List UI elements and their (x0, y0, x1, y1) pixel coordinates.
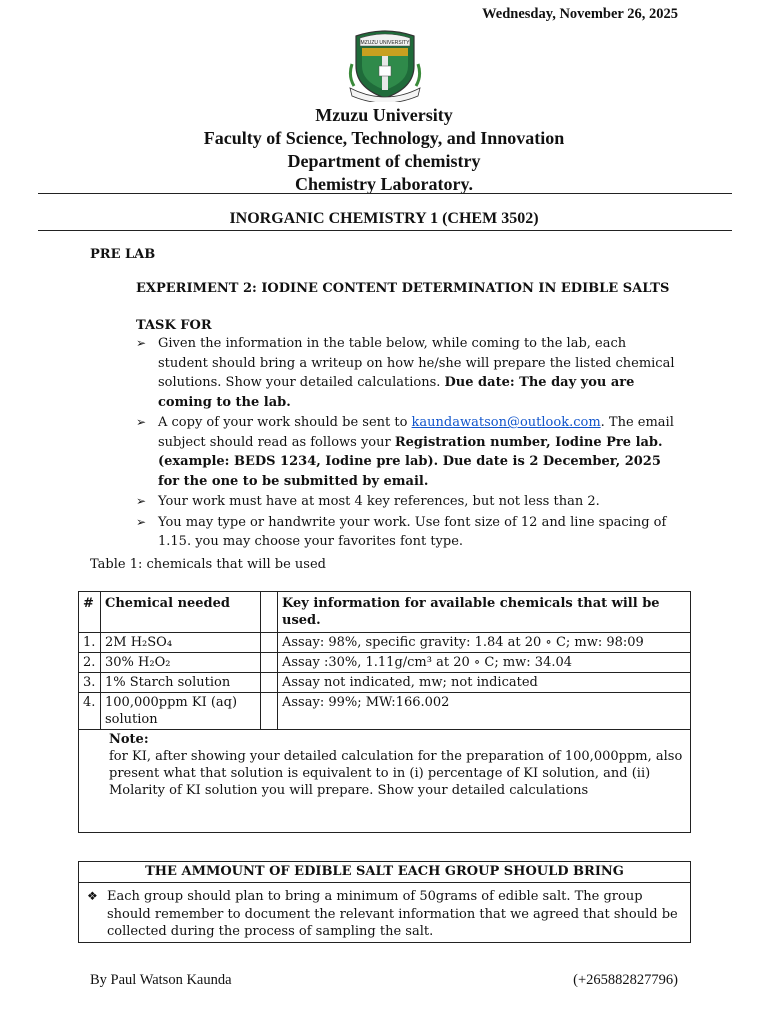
task-list (136, 334, 676, 553)
column-header (261, 592, 278, 633)
table-row: 4. 100,000ppm KI (aq) solution Assay: 99%; MW:166.002 (79, 693, 691, 730)
course-title: INORGANIC CHEMISTRY 1 (CHEM 3502) (229, 210, 539, 227)
pre-lab-label: PRE LAB (90, 247, 156, 262)
course-divider (38, 230, 732, 231)
email-link[interactable]: kaundawatson@outlook.com (411, 415, 601, 430)
table-header-row (79, 592, 691, 633)
note-text: for KI, after showing your detailed calculation for the preparation of 100,000ppm, also present what that solution is equivalent to in (i) percentage of KI solution, and (ii) Molarity of KI solution you will prepare. Show your detailed calculations (109, 749, 683, 798)
salt-box-body: ❖ Each group should plan to bring a minimum of 50grams of edible salt. The group should remember to document the relevant information that we agreed that should be collected during the process of sampling the salt. (87, 889, 678, 939)
chemicals-table (78, 591, 691, 833)
arrow-bullet-icon: ➢ (136, 514, 147, 529)
experiment-title: EXPERIMENT 2: IODINE CONTENT DETERMINATION IN EDIBLE SALTS (136, 281, 670, 296)
column-header: Key information for available chemicals that will be used. (278, 592, 691, 633)
salt-box-title: THE AMMOUNT OF EDIBLE SALT EACH GROUP SHOULD BRING (79, 862, 690, 883)
faculty-name: Faculty of Science, Technology, and Innovation (203, 128, 565, 148)
table-row: 1. 2M H₂SO₄ Assay: 98%, specific gravity: 1.84 at 20 ∘ C; mw: 98:09 (79, 633, 691, 653)
document-date: Wednesday, November 26, 2025 (482, 6, 678, 22)
table-note (79, 730, 691, 833)
column-header: Chemical needed (101, 592, 261, 633)
author-phone: (+265882827796) (573, 972, 678, 988)
table-note-row (79, 730, 691, 833)
document-heading (0, 104, 768, 196)
arrow-bullet-icon: ➢ (136, 415, 147, 429)
table-row: 3. 1% Starch solution Assay not indicated, mw; not indicated (79, 673, 691, 693)
task-for-label: TASK FOR (136, 318, 212, 333)
lab-name: Chemistry Laboratory. (295, 174, 473, 194)
diamond-bullet-icon: ❖ (87, 889, 98, 903)
table-caption: Table 1: chemicals that will be used (90, 557, 326, 572)
task-item: ➢ A copy of your work should be sent to kaundawatson@outlook.com. The email subject should read as follows your Registration number, Iodine Pre lab. (example: BEDS 1234, Iodine pre lab). Due date is 2 December, 2025 for the one to be submitted by email. (136, 415, 674, 489)
column-header: # (79, 592, 101, 633)
department-name: Department of chemistry (287, 151, 481, 171)
university-crest-logo (348, 26, 422, 102)
note-label: Note: (109, 732, 149, 747)
table-row: 2. 30% H₂O₂ Assay :30%, 1.11g/cm³ at 20 ∘ C; mw: 34.04 (79, 653, 691, 673)
arrow-bullet-icon: ➢ (136, 494, 147, 508)
task-item: ➢ You may type or handwrite your work. Use font size of 12 and line spacing of 1.15. you may choose your favorites font type. (136, 514, 667, 549)
salt-instructions-box (78, 861, 691, 943)
university-name: Mzuzu University (315, 105, 453, 125)
task-item: ➢ Given the information in the table below, while coming to the lab, each student should bring a writeup on how he/she will prepare the listed chemical solutions. Show your detailed calculations. Due date: The day you are coming to the lab. (136, 336, 675, 410)
top-divider (38, 193, 732, 194)
arrow-bullet-icon: ➢ (136, 336, 147, 350)
svg-text:MZUZU UNIVERSITY: MZUZU UNIVERSITY (360, 40, 410, 46)
task-item: ➢ Your work must have at most 4 key references, but not less than 2. (136, 492, 676, 512)
author-name: By Paul Watson Kaunda (90, 972, 232, 988)
